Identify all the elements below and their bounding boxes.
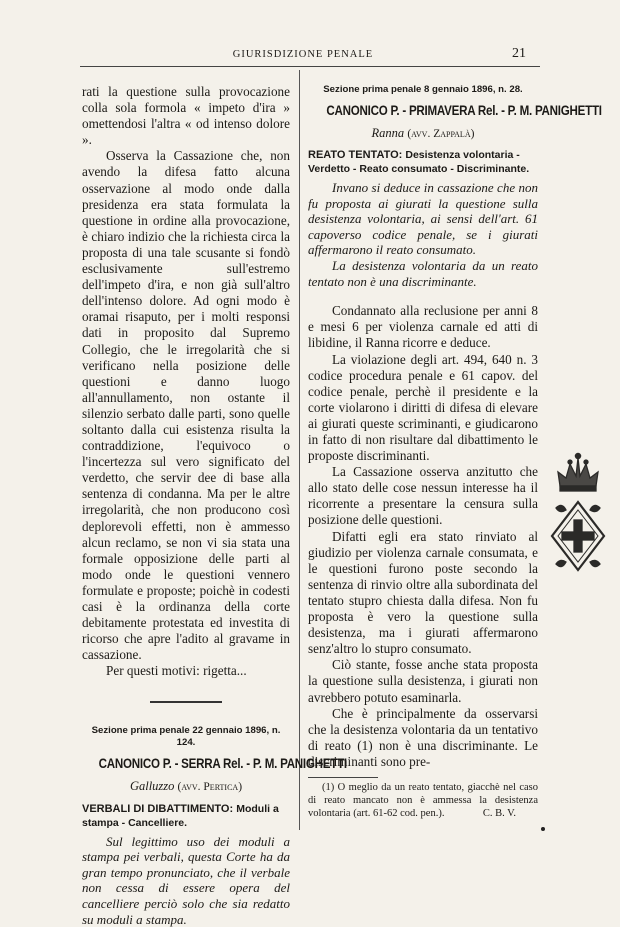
paragraph: Condannato alla reclusione per anni 8 e mesi 6 per violenza carnale ed atti di libidine, il Ranna ricorre e deduce. xyxy=(308,303,538,351)
right-column xyxy=(308,84,602,820)
paragraph: Osserva la Cassazione che, non avendo la difesa fatto alcuna osservazione al modo onde dalla presidenza era stata formulata la questione in ordine alla provocazione, è chiaro indizio che la richiesta circa la proposta di una tale scusante si fondò esclusivamente sull'estremo dell'impeto d'ira, e non già sull'altro dell'intenso dolore. Ad ogni modo è oramai risaputo, per i molti responsi dati in proposito dal Supremo Collegio, che le irregolarità che si verificano nella posizione delle questioni e danno luogo all'annullamento, non ostante il silenzio serbato dalle parti, sono quelle soltanto dalla cui esistenza risulta la contraddizione, l'equivoco o l'incertezza sul vero significato del verdetto, che servir dee di base alla sentenza di condanna. Ma per le altre irregolarità, che non producono così deplorevoli effetti, non è ammesso alcun reclamo, se non vi sia stata una formale opposizione delle parti al modo onde le questioni vennero formulate e proposte; poichè in codesti casi è la ordinanza della corte debitamente protestata ed investita di ricorso che apre l'adito al gravame in cassazione. xyxy=(82,148,290,663)
page-number: 21 xyxy=(512,46,526,61)
case-place xyxy=(82,778,290,795)
case-rubric xyxy=(82,802,290,830)
paragraph: Che è principalmente da osservarsi che la desistenza volontaria da un tentativo di reato (1) non è una discriminante. Le discriminanti sono pre- xyxy=(308,705,538,769)
paragraph: La Cassazione osserva anzitutto che allo stato delle cose nessun interesse ha il ricorrente a presentare la censura sulla posizione delle questioni. xyxy=(308,464,538,528)
case-rubric xyxy=(308,148,538,176)
headnote: La desistenza volontaria da un reato tentato non è una discriminante. xyxy=(308,258,538,289)
paragraph: La violazione degli art. 494, 640 n. 3 codice procedura penale e 61 capov. del codice penale, perchè il presidente e la corte violarono i diritti di difesa di elevare ai giurati queste scriminanti, e giudicarono in fatto di non risultare dal dibattimento le proposte discriminanti. xyxy=(308,351,538,464)
paragraph: Ciò stante, fosse anche stata proposta la questione sulla desistenza, i giurati non avrebbero potuto esaminarla. xyxy=(308,657,538,705)
footnote xyxy=(308,781,538,820)
headnote: Sul legittimo uso dei moduli a stampa pei verbali, questa Corte ha da gran tempo pronunciato, che il verbale non cessa di essere opera del cancelliere perciò solo che sia redatto su moduli a stampa. xyxy=(82,833,290,927)
header-rule xyxy=(80,66,540,67)
paragraph: Per questi motivi: rigetta... xyxy=(106,663,247,679)
case-place xyxy=(308,125,538,142)
column-divider xyxy=(299,70,300,830)
rubric-head: VERBALI DI DIBATTIMENTO: xyxy=(82,802,234,815)
lawyer-name: (avv. Pertica) xyxy=(177,781,243,794)
case-section-line: Sezione prima penale 8 gennaio 1896, n. 28. xyxy=(323,84,523,95)
rubric-head: REATO TENTATO: xyxy=(308,149,403,162)
case-section-line: Sezione prima penale 22 gennaio 1896, n. 124. xyxy=(91,725,281,749)
rubric-rest: Moduli a stampa - Cancelliere. xyxy=(82,802,279,829)
running-title: GIURISDIZIONE PENALE xyxy=(232,49,374,60)
footnote-signature: C. B. V. xyxy=(482,807,516,819)
lawyer-name: (avv. Zappalà) xyxy=(407,128,475,140)
left-column xyxy=(82,84,347,927)
rubric-rest: Desistenza volontaria - Verdetto - Reato consumato - Discriminante. xyxy=(308,149,530,176)
place-name: Ranna xyxy=(371,126,405,140)
ink-speck xyxy=(541,827,545,831)
case-parties: CANONICO P. - SERRA Rel. - P. M. PANIGHETTI xyxy=(98,756,347,772)
paragraph: rati la questione sulla provocazione colla sola formola « impeto d'ira » omettendosi l'altra « od intenso dolore ». xyxy=(82,84,290,148)
place-name: Galluzzo xyxy=(129,779,175,794)
headnote: Invano si deduce in cassazione che non fu proposta ai giurati la questione sulla desistenza volontaria, ai sensi dell'art. 61 capoverso codice penale, se i giurati affermarono il reato consumato. xyxy=(308,180,538,258)
royal-crown-cross-stamp-icon xyxy=(548,448,608,580)
section-separator xyxy=(150,701,222,703)
footnote-rule xyxy=(308,777,378,778)
paragraph: Difatti egli era stato rinviato al giudizio per violenza carnale consumata, e le questioni furono poste secondo la sentenza di rinvio oltre alla subordinata del tentato stupro chiesta dalla difesa. Non fu proposta è vero la questione sulla desistenza, ma i giurati affermarono senz'altro lo stupro consumato. xyxy=(308,528,538,657)
footnote-text: (1) O meglio da un reato tentato, giacchè nel caso di reato mancato non è ammessa la desistenza volontaria (art. 61-62 cod. pen.). xyxy=(308,781,538,819)
case-parties: CANONICO P. - PRIMAVERA Rel. - P. M. PANIGHETTI xyxy=(326,103,602,118)
